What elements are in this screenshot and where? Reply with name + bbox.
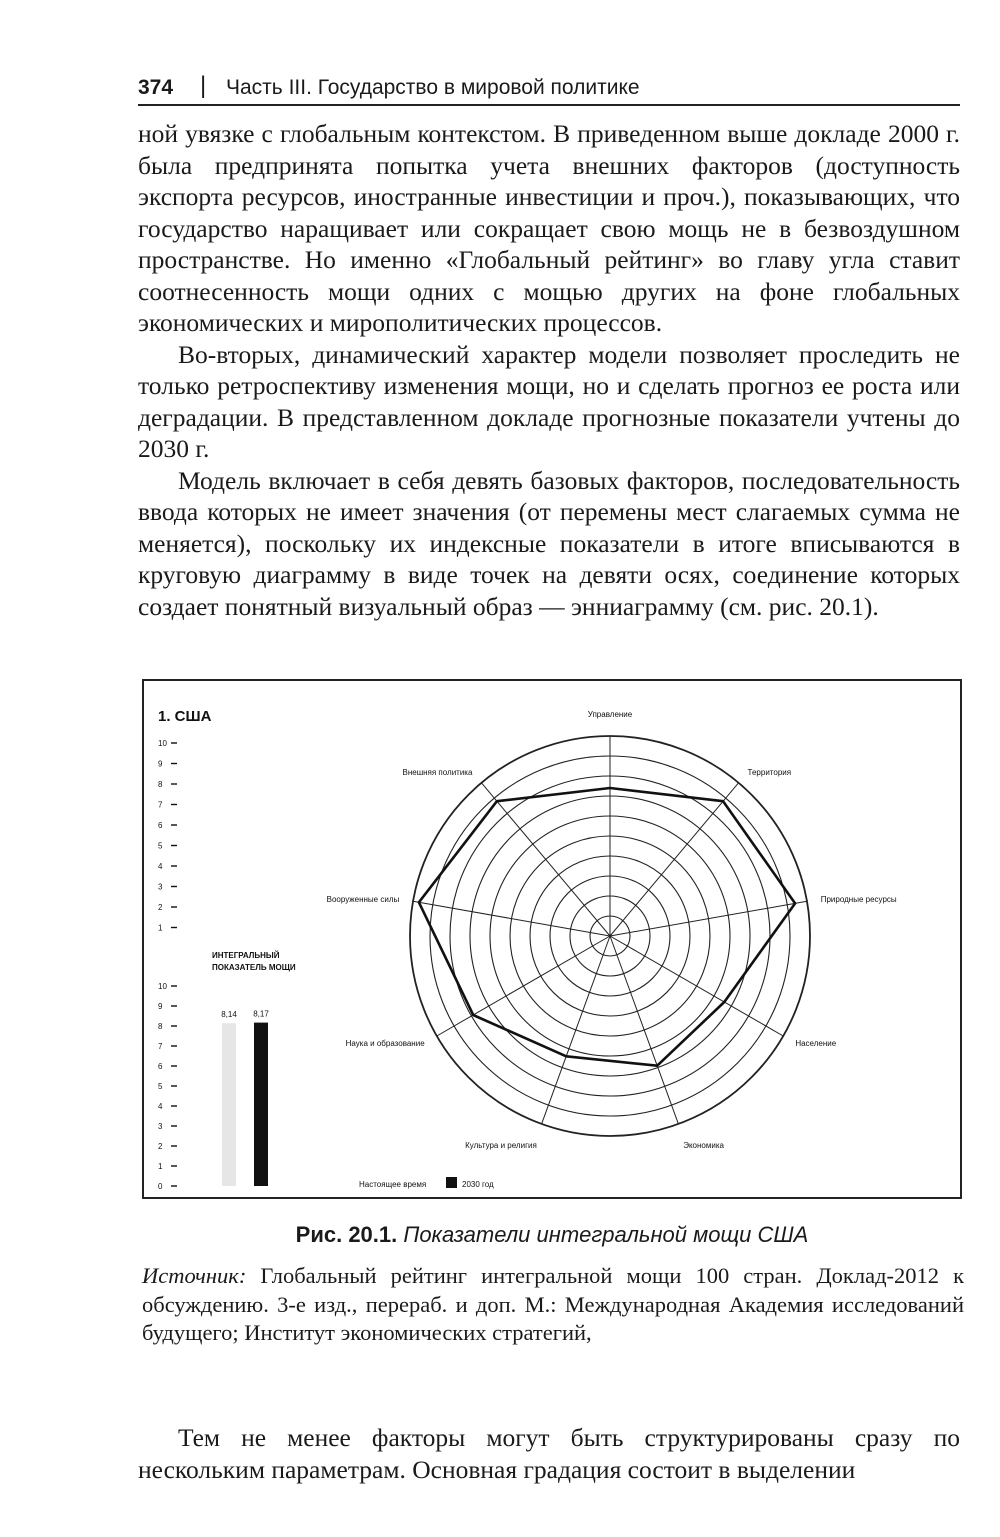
radar-axis [413,901,610,936]
radar-axis [481,783,610,936]
paragraph-1: ной увязке с глобальным контекстом. В приведенном выше докладе 2000 г. была предпринята попытка учета внешних факторов (доступность экспорта ресурсов, иностранные инвестиции и проч.), показывающих, что государство наращивает или сокращает свою мощь не в безвоздушном пространстве. Но именно «Глобальный рейтинг» во главу угла ставит соотнесенность мощи одних с мощью других на фоне глобальных экономических и мирополитических процессов. [138,119,960,337]
radar-axis [610,901,807,936]
figure-number: Рис. 20.1. [295,1222,398,1247]
paragraph-4: Тем не менее факторы могут быть структурированы сразу по нескольким параметрам. Основная градация состоит в выделении [138,1423,960,1484]
scale-tick-label: 5 [158,841,163,851]
radar-axis [610,936,783,1036]
radar-axis-label: Управление [587,710,633,719]
figure-canvas [144,681,960,1197]
scale-tick-label: 4 [158,862,163,871]
radar-polygon-2030 [419,788,795,1066]
bar-tick-label: 2 [158,1142,163,1151]
legend-now-label: Настоящее время [359,1180,427,1189]
paragraph-2: Во-вторых, динамический характер модели позволяет проследить не только ретроспективу изменения мощи, но и сделать прогноз ее роста или деградации. В представленном докладе прогнозные показатели учтены до 2030 г. [138,339,960,463]
radar-axis [610,783,739,936]
legend-2030-swatch [446,1177,457,1188]
source-label: Источник: [142,1263,247,1288]
bar-2 [254,1023,268,1186]
body-text-top [138,118,960,622]
bar-y-axis [158,982,177,1191]
radar-axis-label: Внешняя политика [402,768,473,778]
page-number: 374 [138,76,174,99]
radar-axis-label: Экономика [683,1141,724,1151]
radar-axis [437,936,610,1036]
bar-tick-label: 3 [158,1122,163,1131]
radar-axis-label: Вооруженные силы [326,894,400,904]
bar-tick-label: 9 [158,1002,163,1011]
body-text-bottom [138,1422,960,1485]
radar-axis-label: Культура и религия [465,1141,537,1151]
radar-series [419,788,795,1066]
bar-tick-label: 0 [158,1182,163,1191]
figure-source [142,1262,964,1348]
bar-value-label: 8,17 [253,1009,269,1019]
radar-axis-label: Территория [747,768,792,778]
figure-caption [142,1222,962,1248]
bar-series [221,1010,269,1186]
header-separator: | [200,72,207,99]
paragraph-3: Модель включает в себя девять базовых факторов, последовательность ввода которых не имеет значения (от перемены мест слагаемых сумма не меняется), поскольку их индексные показатели в итоге вписываются в круговую диаграмму в виде точек на девяти осях, соединение которых создает понятный визуальный образ — энниаграмму (см. рис. 20.1). [138,465,960,621]
scale-tick-label: 2 [158,903,163,912]
running-header [138,70,960,106]
radar-axes [413,736,807,1124]
legend-2030-label: 2030 год [462,1180,494,1189]
source-text: Глобальный рейтинг интегральной мощи 100 стран. Доклад-2012 к обсуждению. 3-е изд., перераб. и доп. М.: Международная Академия исследований будущего; Институт экономических стратегий, [142,1263,965,1345]
bar-tick-label: 8 [158,1022,163,1031]
radar-axis-label: Наука и образование [345,1039,425,1048]
bar-1 [222,1023,236,1186]
figure-title: Показатели интегральной мощи США [403,1222,809,1247]
bar-value-label: 8,14 [221,1010,237,1020]
bar-tick-label: 7 [158,1042,163,1051]
radar-scale-ticks [158,739,177,933]
bar-tick-label: 10 [158,982,167,991]
bar-tick-label: 5 [158,1082,163,1091]
bar-tick-label: 4 [158,1102,163,1111]
section-title: Часть III. Государство в мировой политике [226,76,640,99]
scale-tick-label: 8 [158,780,163,789]
scale-tick-label: 3 [158,882,163,892]
bar-tick-label: 6 [158,1062,163,1071]
scale-tick-label: 6 [158,821,163,830]
scale-tick-label: 10 [158,739,167,748]
radar-axis-label: Население [795,1039,837,1048]
scale-tick-label: 1 [158,923,163,933]
radar-axis-label: Природные ресурсы [820,894,897,904]
bar-tick-label: 1 [158,1162,163,1171]
integral-label-line2: ПОКАЗАТЕЛЬ МОЩИ [212,963,296,972]
scale-tick-label: 9 [158,759,163,769]
integral-label-line1: ИНТЕГРАЛЬНЫЙ [212,951,280,960]
scale-tick-label: 7 [158,800,163,810]
panel-title: 1. США [158,708,212,725]
figure-20-1 [142,679,962,1199]
